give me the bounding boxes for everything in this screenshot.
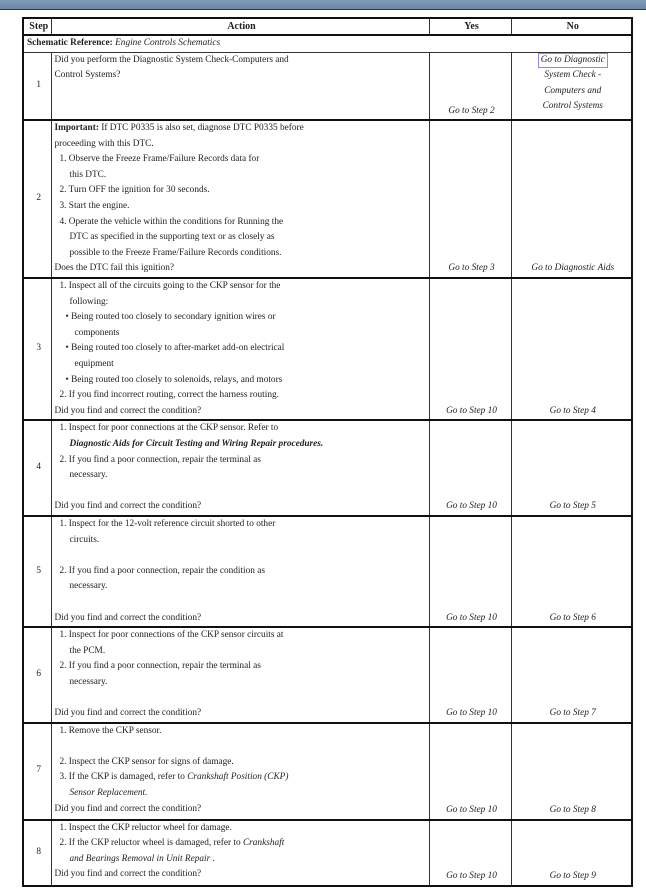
yes-link[interactable]: Go to Step 2 bbox=[448, 105, 495, 116]
header-yes: Yes bbox=[429, 18, 511, 35]
action-line: the PCM. bbox=[69, 645, 106, 656]
action-question: Did you find and correct the condition? bbox=[54, 869, 202, 880]
schematic-label: Schematic Reference: bbox=[27, 38, 113, 48]
yes-cell bbox=[429, 278, 511, 420]
action-line: proceeding with this DTC. bbox=[54, 138, 154, 149]
important-label: Important: bbox=[54, 123, 99, 134]
yes-cell bbox=[429, 420, 511, 516]
no-link[interactable]: Go to Step 5 bbox=[549, 501, 596, 512]
no-cell bbox=[511, 516, 632, 627]
action-line: this DTC. bbox=[69, 169, 107, 180]
yes-cell bbox=[429, 627, 511, 723]
step-number: 2 bbox=[23, 120, 51, 278]
punctuation: . bbox=[210, 853, 215, 864]
bullet-item: • Being routed too closely to secondary ignition wires or bbox=[65, 312, 276, 323]
table-row bbox=[23, 627, 632, 723]
reference-link[interactable]: and Bearings Removal in Unit Repair bbox=[69, 853, 211, 864]
no-cell bbox=[511, 278, 632, 420]
header-action: Action bbox=[51, 18, 429, 35]
action-question: Did you find and correct the condition? bbox=[54, 405, 202, 416]
no-link[interactable]: Go to Step 4 bbox=[549, 405, 596, 416]
yes-link[interactable]: Go to Step 10 bbox=[446, 612, 497, 623]
action-line: 2. Inspect the CKP sensor for signs of damage. bbox=[59, 756, 234, 767]
action-line: necessary. bbox=[69, 470, 108, 481]
no-link[interactable]: Go to Step 8 bbox=[549, 805, 596, 816]
step-number: 6 bbox=[23, 627, 51, 723]
yes-cell bbox=[429, 120, 511, 278]
yes-cell bbox=[429, 820, 511, 886]
action-line: 1. Remove the CKP sensor. bbox=[59, 725, 162, 736]
action-line: necessary. bbox=[69, 581, 108, 592]
reference-link[interactable]: Diagnostic Aids for Circuit Testing and Wiring Repair procedures. bbox=[69, 438, 324, 449]
action-question: Did you find and correct the condition? bbox=[54, 803, 202, 814]
bullet-item-cont: components bbox=[74, 327, 120, 338]
action-question: Control Systems? bbox=[54, 70, 121, 81]
yes-link[interactable]: Go to Step 10 bbox=[446, 805, 497, 816]
yes-link[interactable]: Go to Step 10 bbox=[446, 871, 497, 882]
yes-link[interactable]: Go to Step 10 bbox=[446, 501, 497, 512]
action-line: 2. If the CKP reluctor wheel is damaged, refer to bbox=[59, 838, 243, 849]
table-row bbox=[23, 120, 632, 278]
action-line: possible to the Freeze Frame/Failure Records conditions. bbox=[69, 247, 282, 258]
no-link[interactable]: Go to Diagnostic Aids bbox=[531, 263, 615, 274]
schematic-link[interactable]: Engine Controls Schematics bbox=[115, 38, 221, 48]
yes-link[interactable]: Go to Step 10 bbox=[446, 405, 497, 416]
no-cell bbox=[511, 120, 632, 278]
action-line: 4. Operate the vehicle within the conditions for Running the bbox=[59, 216, 284, 227]
important-note bbox=[55, 121, 429, 137]
step-number: 3 bbox=[23, 278, 51, 420]
table-row bbox=[23, 723, 632, 820]
yes-cell bbox=[429, 52, 511, 120]
table-row bbox=[23, 820, 632, 886]
action-line: 2. If you find a poor connection, repair the terminal as bbox=[59, 661, 261, 672]
step-number: 1 bbox=[23, 52, 51, 120]
table-row bbox=[23, 52, 632, 120]
no-cell bbox=[511, 627, 632, 723]
action-line: 1. Inspect for the 12-volt reference circuit shorted to other bbox=[59, 518, 276, 529]
action-line: 1. Observe the Freeze Frame/Failure Records data for bbox=[59, 154, 260, 165]
action-line: DTC as specified in the supporting text or as closely as bbox=[69, 232, 275, 243]
no-cell bbox=[511, 420, 632, 516]
reference-link[interactable]: Crankshaft bbox=[242, 838, 285, 849]
action-line: 1. Inspect for poor connections at the CKP sensor. Refer to bbox=[59, 423, 279, 434]
table-row bbox=[23, 278, 632, 420]
table-row bbox=[23, 420, 632, 516]
action-line: 3. Start the engine. bbox=[59, 201, 130, 212]
action-line: 1. Inspect all of the circuits going to the CKP sensor for the bbox=[59, 281, 281, 292]
no-link-cont[interactable]: Computers and bbox=[544, 85, 602, 96]
action-question: Does the DTC fail this ignition? bbox=[54, 263, 175, 274]
important-text: If DTC P0335 is also set, diagnose DTC P0335 before bbox=[98, 123, 304, 134]
no-link[interactable]: Go to Step 9 bbox=[549, 871, 596, 882]
action-line: necessary. bbox=[69, 676, 108, 687]
step-number: 4 bbox=[23, 420, 51, 516]
yes-link[interactable]: Go to Step 10 bbox=[446, 708, 497, 719]
no-link[interactable]: Go to Step 6 bbox=[549, 612, 596, 623]
bullet-item: • Being routed too closely to solenoids, relays, and motors bbox=[65, 374, 283, 385]
action-cell bbox=[51, 278, 429, 420]
action-line: 2. If you find a poor connection, repair the condition as bbox=[59, 565, 266, 576]
bullet-item: • Being routed too closely to after-market add-on electrical bbox=[65, 343, 285, 354]
action-cell bbox=[51, 420, 429, 516]
no-link-cont[interactable]: System Check - bbox=[544, 70, 602, 81]
reference-link[interactable]: Crankshaft Position (CKP) bbox=[187, 772, 289, 783]
table-row bbox=[23, 516, 632, 627]
action-cell bbox=[51, 120, 429, 278]
yes-cell bbox=[429, 723, 511, 820]
action-cell bbox=[51, 627, 429, 723]
action-cell bbox=[51, 52, 429, 120]
action-cell bbox=[51, 723, 429, 820]
window-title-bar bbox=[0, 0, 646, 10]
no-cell bbox=[511, 723, 632, 820]
action-line: 2. Turn OFF the ignition for 30 seconds. bbox=[59, 185, 210, 196]
no-link-cont[interactable]: Control Systems bbox=[542, 101, 603, 112]
action-line: 3. If the CKP is damaged, refer to bbox=[59, 772, 188, 783]
action-line: Did you perform the Diagnostic System Check-Computers and bbox=[54, 54, 289, 65]
no-link[interactable]: Go to Step 7 bbox=[549, 708, 596, 719]
action-line: 2. If you find a poor connection, repair the terminal as bbox=[59, 454, 261, 465]
action-line: following: bbox=[69, 296, 109, 307]
schematic-reference-row bbox=[23, 35, 632, 52]
bullet-item-cont: equipment bbox=[74, 359, 114, 369]
step-number: 8 bbox=[23, 820, 51, 886]
action-line: circuits. bbox=[69, 534, 100, 545]
action-line: 1. Inspect for poor connections of the CKP sensor circuits at bbox=[59, 630, 284, 641]
header-step: Step bbox=[23, 18, 51, 35]
no-cell bbox=[511, 52, 632, 120]
yes-cell bbox=[429, 516, 511, 627]
reference-link[interactable]: Sensor Replacement. bbox=[69, 788, 148, 799]
no-link[interactable]: Go to Diagnostic bbox=[538, 53, 608, 68]
yes-link[interactable]: Go to Step 3 bbox=[448, 263, 495, 274]
action-question: Did you find and correct the condition? bbox=[54, 708, 202, 719]
action-question: Did you find and correct the condition? bbox=[54, 612, 202, 623]
header-no: No bbox=[511, 18, 632, 35]
no-cell bbox=[511, 820, 632, 886]
diagnostic-table bbox=[22, 17, 633, 887]
header-row bbox=[23, 18, 632, 35]
action-cell bbox=[51, 820, 429, 886]
step-number: 5 bbox=[23, 516, 51, 627]
action-line: 2. If you find incorrect routing, correct the harness routing. bbox=[59, 390, 279, 401]
action-question: Did you find and correct the condition? bbox=[54, 501, 202, 512]
action-line: 1. Inspect the CKP reluctor wheel for damage. bbox=[59, 822, 232, 833]
step-number: 7 bbox=[23, 723, 51, 820]
action-cell bbox=[51, 516, 429, 627]
